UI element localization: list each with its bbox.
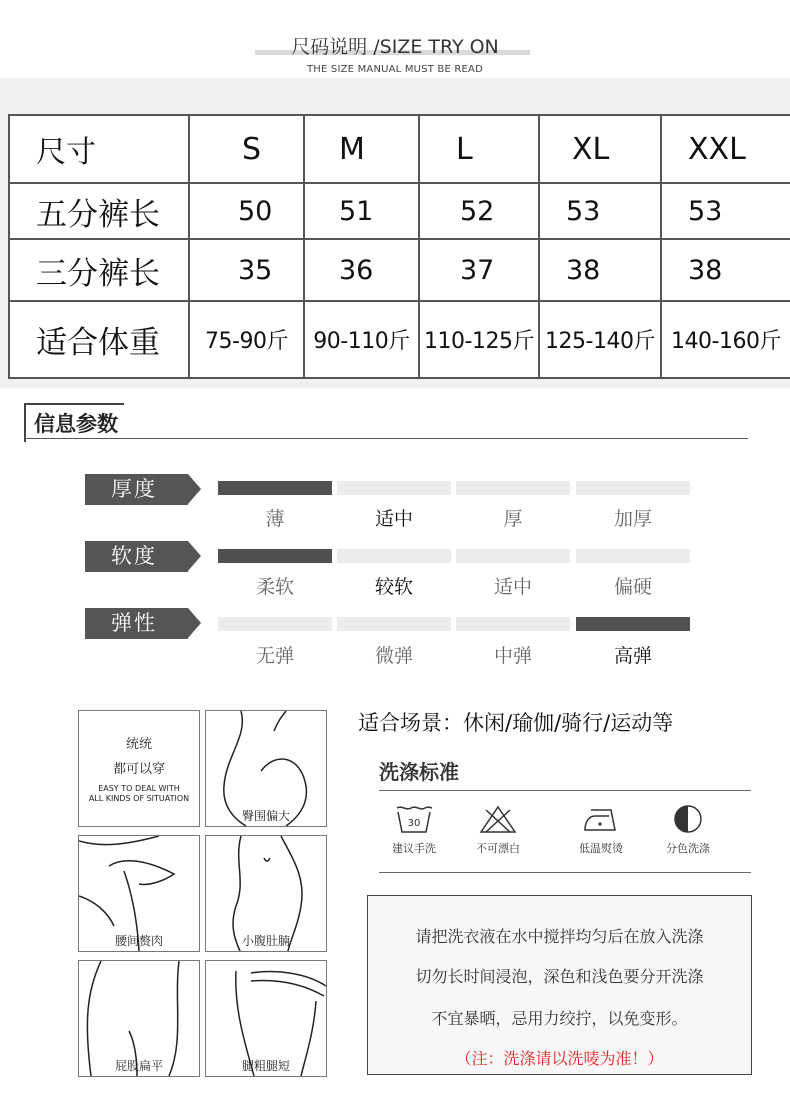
feature-label: 臀围偏大 [241, 809, 290, 823]
table-cell: 140-160斤 [661, 301, 790, 378]
size-header-s: S [189, 115, 304, 183]
size-header-label: 尺寸 [9, 115, 189, 183]
usage-scene-text: 适合场景：休闲/瑜伽/骑行/运动等 [358, 711, 674, 735]
feature-label: 都可以穿 [112, 762, 165, 777]
table-cell: 38 [661, 239, 790, 301]
feature-label: 屁股扁平 [114, 1059, 163, 1073]
option-label: 柔软 [255, 576, 294, 598]
scale-segment [218, 549, 332, 563]
feature-label: 腰间赘肉 [114, 934, 163, 948]
row-label-weight: 适合体重 [9, 301, 189, 378]
feature-cell-all-fit [78, 710, 200, 827]
size-table-row [9, 239, 790, 301]
wash-divider [379, 872, 751, 873]
size-header-xl: XL [539, 115, 661, 183]
attr-name: 弹性 [111, 611, 157, 635]
table-cell: 52 [419, 183, 539, 239]
scale-segment [576, 617, 690, 631]
wash-section-title: 洗涤标准 [379, 760, 459, 784]
feature-english: ALL KINDS OF SITUATION [88, 794, 190, 803]
option-label: 加厚 [613, 508, 652, 530]
scale-segment [337, 549, 451, 563]
table-cell: 36 [304, 239, 419, 301]
wash-icon-label: 低温熨烫 [579, 842, 623, 855]
info-divider [24, 438, 748, 439]
feature-cell-waist [78, 835, 200, 952]
option-label: 偏硬 [613, 576, 652, 598]
note-line: 切勿长时间浸泡，深色和浅色要分开洗涤 [415, 967, 704, 986]
table-cell: 35 [189, 239, 304, 301]
no-bleach-icon [458, 804, 538, 856]
option-label-selected: 较软 [374, 576, 413, 598]
attr-name: 软度 [111, 544, 157, 568]
separate-wash-icon [648, 804, 728, 856]
attr-tab-elasticity [85, 608, 188, 639]
scale-segment [456, 549, 570, 563]
feature-cell-legs [205, 960, 327, 1077]
option-label: 无弹 [255, 645, 294, 667]
option-label: 薄 [265, 508, 285, 530]
page-title: 尺码说明 /SIZE TRY ON [291, 36, 499, 58]
table-cell: 125-140斤 [539, 301, 661, 378]
wash-icon-label: 分色洗涤 [666, 842, 710, 855]
table-cell: 90-110斤 [304, 301, 419, 378]
table-cell: 110-125斤 [419, 301, 539, 378]
scale-segment [576, 549, 690, 563]
table-cell: 51 [304, 183, 419, 239]
table-cell: 53 [661, 183, 790, 239]
page-subtitle: THE SIZE MANUAL MUST BE READ [307, 64, 483, 75]
scale-segment [456, 617, 570, 631]
feature-label: 统统 [125, 737, 152, 752]
feature-label: 小腹肚腩 [241, 934, 290, 948]
attr-tab-softness [85, 541, 188, 572]
row-label-three-length: 三分裤长 [9, 239, 189, 301]
scale-segment [337, 481, 451, 495]
washing-note-box [367, 895, 752, 1075]
attr-name: 厚度 [111, 477, 157, 501]
scale-segment [456, 481, 570, 495]
feature-cell-hip [205, 710, 327, 827]
table-cell: 53 [539, 183, 661, 239]
option-label: 适中 [493, 576, 532, 598]
note-warning: （注：洗涤请以洗唛为准！） [455, 1049, 664, 1068]
option-label-selected: 适中 [374, 508, 413, 530]
size-table-row [9, 301, 790, 378]
feature-english: EASY TO DEAL WITH [98, 784, 180, 793]
low-iron-icon [561, 804, 641, 856]
scale-segment [576, 481, 690, 495]
table-cell: 75-90斤 [189, 301, 304, 378]
feature-label: 腿粗腿短 [241, 1059, 290, 1073]
svg-text:30: 30 [407, 818, 421, 829]
note-line: 不宜暴晒，忌用力绞拧，以免变形。 [431, 1009, 688, 1028]
info-section-title: 信息参数 [24, 403, 124, 442]
feature-cell-flat-hip [78, 960, 200, 1077]
scale-segment [337, 617, 451, 631]
table-cell: 38 [539, 239, 661, 301]
size-header-l: L [419, 115, 539, 183]
scale-segment [218, 617, 332, 631]
note-line: 请把洗衣液在水中搅拌均匀后在放入洗涤 [415, 927, 704, 946]
option-label-selected: 高弹 [613, 645, 652, 667]
size-table [8, 114, 790, 379]
table-cell: 50 [189, 183, 304, 239]
size-table-header-row [9, 115, 790, 183]
feature-cell-belly [205, 835, 327, 952]
size-header-xxl: XXL [661, 115, 790, 183]
option-label: 中弹 [493, 645, 532, 667]
wash-icon-label: 不可漂白 [476, 842, 520, 855]
option-label: 厚 [503, 508, 523, 530]
scale-segment [218, 481, 332, 495]
table-cell: 37 [419, 239, 539, 301]
attr-tab-thickness [85, 474, 188, 505]
row-label-five-length: 五分裤长 [9, 183, 189, 239]
hand-wash-icon [374, 804, 454, 856]
size-header-m: M [304, 115, 419, 183]
wash-icon-label: 建议手洗 [392, 842, 436, 855]
size-table-row [9, 183, 790, 239]
option-label: 微弹 [374, 645, 413, 667]
wash-divider [379, 790, 751, 791]
